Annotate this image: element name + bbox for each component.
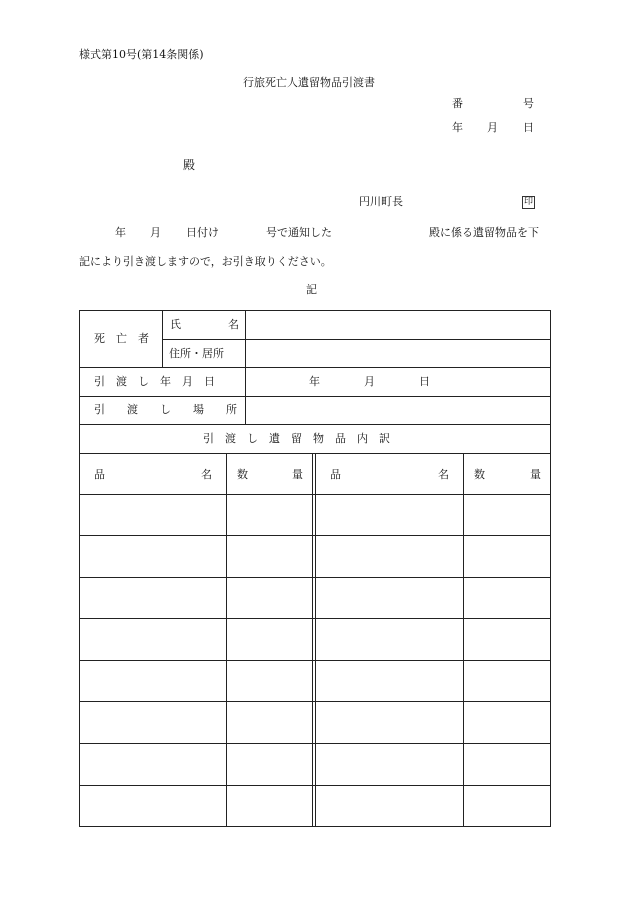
rule xyxy=(80,424,550,425)
rule xyxy=(463,453,464,826)
handover-place-label: 引 渡 し 場 所 xyxy=(94,403,237,416)
col-item-char1-left: 品 xyxy=(94,468,105,481)
col-qty-char2-left: 量 xyxy=(292,468,303,481)
name-label-char1: 氏 xyxy=(170,318,181,331)
notice-line2: 記により引き渡しますので，お引き取りください。 xyxy=(79,255,332,268)
handover-year: 年 xyxy=(309,375,320,388)
col-qty-char1-left: 数 xyxy=(237,468,248,481)
issue-year-label: 年 xyxy=(452,121,463,134)
notice-number-text: 号で通知した xyxy=(266,226,332,239)
notice-year: 年 xyxy=(115,226,126,239)
notice-pertaining-text: 殿に係る遺留物品を下 xyxy=(429,226,539,239)
col-item-char2-right: 名 xyxy=(438,468,449,481)
rule xyxy=(312,453,313,826)
notice-month: 月 xyxy=(150,226,161,239)
rule xyxy=(162,311,163,367)
addressee-suffix: 殿 xyxy=(183,158,196,172)
rule xyxy=(80,396,550,397)
col-qty-char1-right: 数 xyxy=(474,468,485,481)
issue-day-label: 日 xyxy=(523,121,534,134)
rule xyxy=(226,453,227,826)
issue-month-label: 月 xyxy=(487,121,498,134)
col-qty-char2-right: 量 xyxy=(530,468,541,481)
col-item-char1-right: 品 xyxy=(330,468,341,481)
issuer-name: 円川町長 xyxy=(359,195,403,208)
address-label: 住所・居所 xyxy=(169,347,224,360)
document-title: 行旅死亡人遺留物品引渡書 xyxy=(243,76,375,89)
seal-mark: 印 xyxy=(523,197,533,207)
breakdown-title: 引 渡 し 遺 留 物 品 内 訳 xyxy=(203,432,390,445)
number-suffix: 号 xyxy=(523,97,534,110)
deceased-label: 死 亡 者 xyxy=(94,332,149,345)
rule xyxy=(162,339,550,340)
ki-heading: 記 xyxy=(306,283,317,296)
handover-month: 月 xyxy=(364,375,375,388)
rule xyxy=(245,311,246,424)
name-label-char2: 名 xyxy=(228,318,239,331)
handover-date-label: 引 渡 し 年 月 日 xyxy=(94,375,215,388)
form-number: 様式第10号(第14条関係) xyxy=(79,48,204,61)
rule xyxy=(80,367,550,368)
handover-day: 日 xyxy=(419,375,430,388)
col-item-char2-left: 名 xyxy=(201,468,212,481)
handover-table xyxy=(79,310,551,827)
number-label: 番 xyxy=(452,97,463,110)
notice-date-suffix: 日付け xyxy=(186,226,219,239)
rule xyxy=(315,453,316,826)
